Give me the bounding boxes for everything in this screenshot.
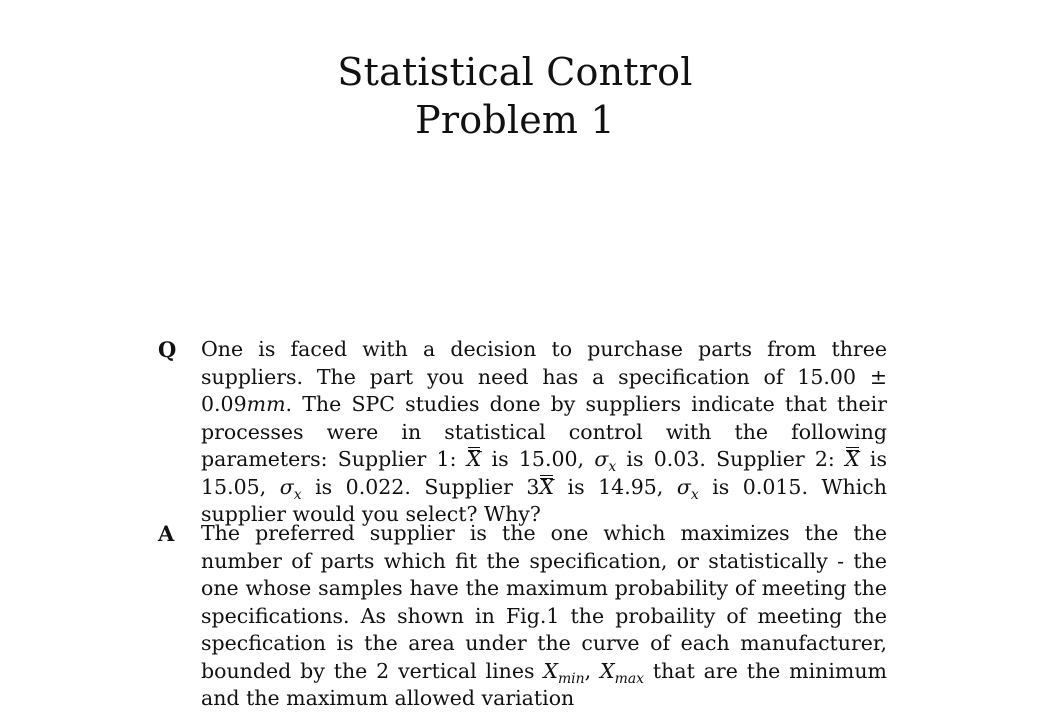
sigma-subscript: x bbox=[608, 459, 617, 476]
question-text-part: . The SPC studies done by suppliers indicate that their processes were in statistical control with the following parameters: Supplier 1: bbox=[201, 392, 887, 471]
question-text-part: is 0.03. Supplier 2: bbox=[616, 447, 846, 471]
document-title bbox=[0, 48, 1030, 144]
question-text-part: is 14.95, bbox=[554, 474, 677, 499]
answer-text bbox=[201, 520, 887, 713]
question-label: Q bbox=[158, 337, 177, 362]
sigma-symbol: σ bbox=[676, 474, 691, 499]
xbarbar-symbol: X bbox=[467, 446, 482, 474]
xbarbar-symbol: X bbox=[845, 446, 860, 474]
answer-text-part: The preferred supplier is the one which maximizes the the number of parts which fit the specification, or statistically - the one whose samples have the maximum probability of meeting the specifications. As shown in Fig.1 the probaility of meeting the specfication is the area under the curve of each manufacturer, bounded by the 2 vertical lines bbox=[201, 521, 887, 683]
question-text bbox=[201, 336, 887, 529]
question-text-part: is 15.05, bbox=[201, 447, 887, 499]
title-line-2: Problem 1 bbox=[415, 98, 615, 142]
unit-mm: mm bbox=[246, 392, 286, 416]
question-text-part: is 15.00, bbox=[481, 447, 595, 471]
sigma-symbol: σ bbox=[279, 474, 294, 499]
xmin-subscript: min bbox=[557, 670, 585, 687]
xbarbar-symbol: X bbox=[539, 474, 554, 502]
answer-label: A bbox=[158, 521, 175, 546]
sigma-subscript: x bbox=[293, 486, 302, 503]
xmax-subscript: max bbox=[614, 670, 645, 687]
question-text-part: One is faced with a decision to purchase parts from three suppliers. The part you need has a specification of 15.00 ± 0.09 bbox=[201, 337, 887, 416]
xmin-symbol: X bbox=[543, 658, 558, 683]
question-text-part: is 0.022. Supplier 3 bbox=[301, 474, 540, 499]
sigma-symbol: σ bbox=[594, 447, 609, 471]
question-text-part: is 0.015. Which supplier would you select? Why? bbox=[201, 474, 887, 526]
sigma-subscript: x bbox=[690, 486, 699, 503]
xmax-symbol: X bbox=[600, 658, 615, 683]
answer-text-part: that are the minimum and the maximum allowed variation bbox=[201, 658, 887, 710]
answer-comma: , bbox=[584, 658, 601, 683]
title-line-1: Statistical Control bbox=[337, 50, 693, 94]
